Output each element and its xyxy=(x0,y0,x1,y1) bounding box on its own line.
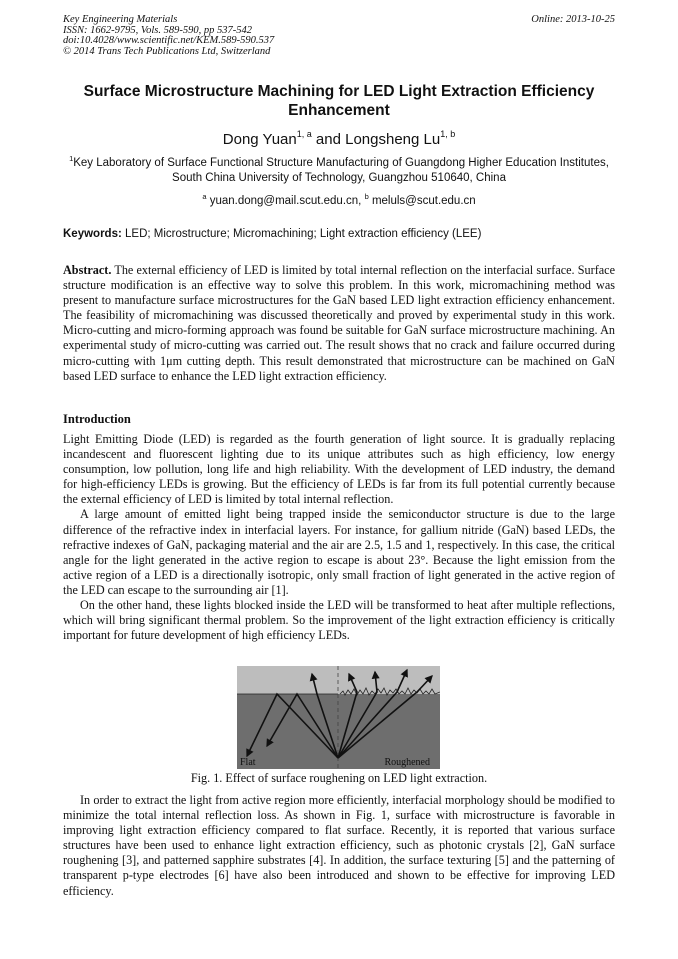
keywords-text: LED; Microstructure; Micromachining; Light extraction efficiency (LEE) xyxy=(125,228,482,240)
author-superscript: 1, a xyxy=(296,129,312,139)
abstract xyxy=(63,263,615,384)
introduction-body xyxy=(63,432,615,643)
paragraph: In order to extract the light from active region more efficiently, interfacial morphology should be modified to minimize the total internal reflection loss. As shown in Fig. 1, surface with microstructure is favorable in improving light extraction efficiency compared to flat surface. Recently, it is reported that various surface structures have been used to enhance light extraction efficiency, such as photonic crystals [2], GaN surface roughening [3], and patterned sapphire substrates [4]. In addition, the surface texturing [5] and the patterning of transparent p-type electrodes [6] have also been introduced and shown to be effective for improving LED efficiency. xyxy=(63,793,615,898)
copyright-line: © 2014 Trans Tech Publications Ltd, Switzerland xyxy=(63,45,271,57)
section-heading-introduction: Introduction xyxy=(63,412,131,426)
email-link[interactable]: yuan.dong@mail.scut.edu.cn, xyxy=(209,195,362,207)
paragraph: On the other hand, these lights blocked inside the LED will be transformed to heat after multiple reflections, which will bring significant thermal problem. So the improvement of the light extraction efficiency is critically important for future development of high efficiency LEDs. xyxy=(63,598,615,643)
figure-label-roughened: Roughened xyxy=(384,757,430,768)
affiliation-superscript: 1 xyxy=(69,154,74,163)
email-line xyxy=(63,194,615,208)
email-superscript: b xyxy=(364,192,369,201)
author-name: Longsheng Lu xyxy=(345,131,441,148)
affiliation-text: Key Laboratory of Surface Functional Structure Manufacturing of Guangdong Higher Education Institutes, South China University of Technology, Guangzhou 510640, China xyxy=(73,157,609,184)
journal-header xyxy=(63,15,615,57)
author-superscript: 1, b xyxy=(440,129,456,139)
email-link[interactable]: meluls@scut.edu.cn xyxy=(371,195,476,207)
issn-line: ISSN: 1662-9795, Vols. 589-590, pp 537-542 xyxy=(63,24,252,36)
author-line xyxy=(63,131,615,149)
paragraph: A large amount of emitted light being trapped inside the semiconductor structure is due to the large difference of the refractive index in interfacial layers. For instance, for gallium nitride (GaN) based LEDs, the refractive indexes of GaN, packaging material and the air are 2.5, 1.5 and 1, respectively. In this case, the critical angle for the light generated in the active region to escape is about 23°. Because the light emission from the active region of a LED is a directionally isotropic, only small fraction of light generated in the active region of the LED can escape to the surrounding air [1]. xyxy=(63,507,615,597)
paper-title: Surface Microstructure Machining for LED Light Extraction Efficiency Enhancement xyxy=(83,83,595,119)
author-conjunction: and xyxy=(311,131,346,148)
abstract-label: Abstract. xyxy=(63,263,112,277)
figure-illustration xyxy=(237,666,440,769)
post-figure-body xyxy=(63,793,615,899)
figure-caption: Fig. 1. Effect of surface roughening on LED light extraction. xyxy=(190,771,488,785)
author-name: Dong Yuan xyxy=(222,131,297,148)
affiliation xyxy=(63,156,615,186)
figure-1-led-extraction xyxy=(237,666,440,769)
email-superscript: a xyxy=(202,192,207,201)
abstract-text: The external efficiency of LED is limited by total internal reflection on the interfacial surface. Surface structure modification is an effective way to solve this problem. In this work, micromachining method was present to manufacture surface microstructures for the GaN based LED light extraction efficiency enhancement. The feasibility of micromachining was discussed theoretically and proved by experimental study in this work. Micro-cutting and micro-forming approach was found be suitable for GaN surface microstructure machining. An experimental study of micro-cutting was carried out. The result shows that no crack and failure occurred during micro-cutting with 1μm cutting depth. This result demonstrated that microstructure can be machined on GaN based LED surface to enhance the LED light extraction efficiency. xyxy=(63,263,615,383)
keywords-label: Keywords: xyxy=(63,228,122,240)
paragraph: Light Emitting Diode (LED) is regarded as the fourth generation of light source. It is gradually replacing incandescent and fluorescent lighting due to its unique attributes such as high efficiency, low energy consumption, low pollution, long life and high reliability. With the development of LED industry, the demand for high-efficiency LEDs is growing. But the efficiency of LEDs is far from its full potential currently because the external efficiency of LED is limited by total internal reflection. xyxy=(63,432,615,507)
journal-name: Key Engineering Materials xyxy=(63,14,178,25)
doi-line: doi:10.4028/www.scientific.net/KEM.589-590.537 xyxy=(63,35,275,46)
keywords-line xyxy=(63,227,615,241)
figure-label-flat: Flat xyxy=(240,757,256,768)
online-date: Online: 2013-10-25 xyxy=(531,14,615,25)
